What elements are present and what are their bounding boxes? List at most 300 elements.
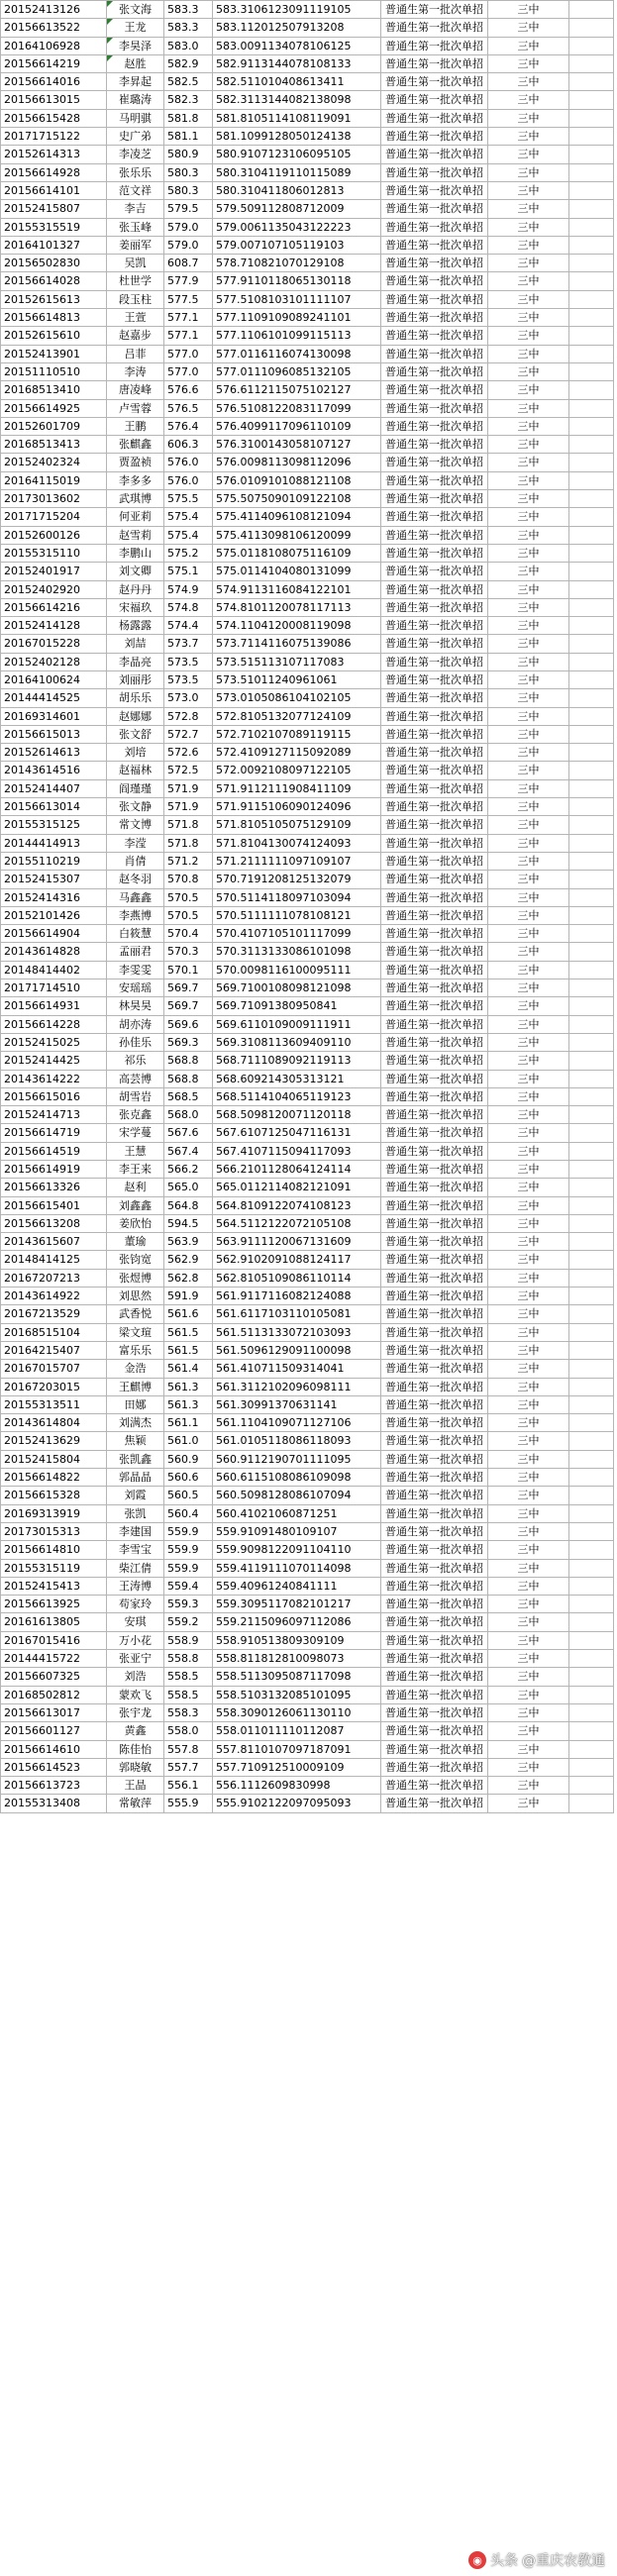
school-cell: 三中	[488, 1631, 569, 1649]
weighted-score-cell: 566.2101128064124114	[213, 1161, 381, 1179]
weighted-score-cell: 575.5075090109122108	[213, 490, 381, 508]
table-row	[1, 1233, 614, 1251]
exam-id-cell: 20164101327	[1, 236, 107, 254]
weighted-score-cell: 571.8104130074124093	[213, 834, 381, 852]
extra-cell	[569, 707, 614, 725]
extra-cell	[569, 362, 614, 380]
table-row	[1, 1070, 614, 1087]
school-cell: 三中	[488, 1378, 569, 1395]
weighted-score-cell: 560.5098128086107094	[213, 1487, 381, 1504]
admission-type-cell: 普通生第一批次单招	[381, 617, 488, 635]
extra-cell	[569, 1631, 614, 1649]
table-row	[1, 1432, 614, 1450]
extra-cell	[569, 906, 614, 924]
exam-id-cell: 20167213529	[1, 1305, 107, 1323]
admission-type-cell: 普通生第一批次单招	[381, 816, 488, 834]
weighted-score-cell: 576.5108122083117099	[213, 399, 381, 417]
score-cell: 565.0	[164, 1179, 213, 1196]
exam-id-cell: 20156614919	[1, 1161, 107, 1179]
table-row	[1, 1414, 614, 1432]
student-name-cell: 赵嘉步	[107, 327, 164, 345]
admission-type-cell: 普通生第一批次单招	[381, 1722, 488, 1740]
exam-id-cell: 20143614804	[1, 1414, 107, 1432]
student-name-cell: 卢雪蓉	[107, 399, 164, 417]
exam-id-cell: 20167015707	[1, 1360, 107, 1378]
score-cell: 555.9	[164, 1795, 213, 1812]
weighted-score-cell: 558.5113095087117098	[213, 1668, 381, 1686]
weighted-score-cell: 580.310411806012813	[213, 181, 381, 199]
table-row	[1, 272, 614, 290]
score-cell: 558.5	[164, 1686, 213, 1703]
weighted-score-cell: 579.0061135043122223	[213, 218, 381, 236]
weighted-score-cell: 580.9107123106095105	[213, 146, 381, 163]
student-name-cell: 赵胜	[107, 54, 164, 72]
student-name-cell: 张煜博	[107, 1269, 164, 1287]
student-name-cell: 李燕博	[107, 906, 164, 924]
student-name-cell: 李涛	[107, 362, 164, 380]
student-name-cell: 王萱	[107, 309, 164, 327]
extra-cell	[569, 1360, 614, 1378]
weighted-score-cell: 561.410711509314041	[213, 1360, 381, 1378]
score-cell: 582.5	[164, 73, 213, 91]
extra-cell	[569, 1378, 614, 1395]
score-cell: 573.7	[164, 635, 213, 653]
weighted-score-cell: 568.5114104065119123	[213, 1087, 381, 1105]
exam-id-cell: 20156615013	[1, 725, 107, 743]
school-cell: 三中	[488, 1668, 569, 1686]
table-row	[1, 1087, 614, 1105]
extra-cell	[569, 236, 614, 254]
student-name-cell: 祁乐	[107, 1052, 164, 1070]
student-name-cell: 李雪宝	[107, 1541, 164, 1559]
table-row	[1, 1613, 614, 1631]
results-table-body	[1, 1, 614, 1813]
student-name-cell: 常文博	[107, 816, 164, 834]
score-cell: 577.1	[164, 327, 213, 345]
admission-type-cell: 普通生第一批次单招	[381, 1214, 488, 1232]
admission-type-cell: 普通生第一批次单招	[381, 236, 488, 254]
exam-id-cell: 20156614216	[1, 598, 107, 616]
score-cell: 561.3	[164, 1378, 213, 1395]
table-row	[1, 1577, 614, 1595]
school-cell: 三中	[488, 163, 569, 181]
school-cell: 三中	[488, 1269, 569, 1287]
exam-id-cell: 20155315519	[1, 218, 107, 236]
weighted-score-cell: 561.9117116082124088	[213, 1288, 381, 1305]
school-cell: 三中	[488, 508, 569, 526]
student-name-cell: 万小花	[107, 1631, 164, 1649]
admission-type-cell: 普通生第一批次单招	[381, 19, 488, 37]
student-name-cell: 胡亦涛	[107, 1015, 164, 1033]
school-cell: 三中	[488, 1179, 569, 1196]
student-name-cell: 张宇龙	[107, 1703, 164, 1721]
extra-cell	[569, 37, 614, 54]
extra-cell	[569, 1124, 614, 1142]
extra-cell	[569, 526, 614, 544]
school-cell: 三中	[488, 218, 569, 236]
admission-type-cell: 普通生第一批次单招	[381, 417, 488, 435]
student-name-cell: 李鹏山	[107, 544, 164, 562]
weighted-score-cell: 571.9112111908411109	[213, 779, 381, 797]
exam-id-cell: 20167015416	[1, 1631, 107, 1649]
weighted-score-cell: 561.1104109071127106	[213, 1414, 381, 1432]
school-cell: 三中	[488, 1070, 569, 1087]
score-cell: 570.5	[164, 906, 213, 924]
student-name-cell: 张文舒	[107, 725, 164, 743]
weighted-score-cell: 561.5113133072103093	[213, 1323, 381, 1341]
extra-cell	[569, 73, 614, 91]
score-cell: 576.0	[164, 454, 213, 471]
table-row	[1, 1504, 614, 1522]
extra-cell	[569, 345, 614, 362]
score-cell: 567.4	[164, 1142, 213, 1160]
weighted-score-cell: 574.8101120078117113	[213, 598, 381, 616]
score-cell: 579.0	[164, 218, 213, 236]
school-cell: 三中	[488, 1305, 569, 1323]
table-row	[1, 1378, 614, 1395]
table-row	[1, 1015, 614, 1033]
exam-id-cell: 20152402324	[1, 454, 107, 471]
score-cell: 569.7	[164, 979, 213, 997]
extra-cell	[569, 508, 614, 526]
score-cell: 573.5	[164, 670, 213, 688]
school-cell: 三中	[488, 1722, 569, 1740]
score-cell: 561.6	[164, 1305, 213, 1323]
score-cell: 608.7	[164, 255, 213, 272]
table-row	[1, 290, 614, 308]
table-row	[1, 1251, 614, 1269]
weighted-score-cell: 575.4113098106120099	[213, 526, 381, 544]
exam-id-cell: 20148414402	[1, 961, 107, 979]
student-name-cell: 林昊昊	[107, 997, 164, 1015]
student-name-cell: 孙佳乐	[107, 1033, 164, 1051]
score-cell: 582.3	[164, 91, 213, 109]
extra-cell	[569, 1740, 614, 1758]
school-cell: 三中	[488, 1541, 569, 1559]
exam-id-cell: 20144414913	[1, 834, 107, 852]
score-cell: 558.0	[164, 1722, 213, 1740]
extra-cell	[569, 436, 614, 454]
score-cell: 564.8	[164, 1196, 213, 1214]
weighted-score-cell: 565.0112114082121091	[213, 1179, 381, 1196]
cell-flag-icon	[107, 1, 113, 7]
table-row	[1, 961, 614, 979]
school-cell: 三中	[488, 1414, 569, 1432]
student-name-cell: 王龙	[107, 19, 164, 37]
school-cell: 三中	[488, 471, 569, 489]
table-row	[1, 580, 614, 598]
score-cell: 559.3	[164, 1596, 213, 1613]
school-cell: 三中	[488, 1740, 569, 1758]
weighted-score-cell: 582.511010408613411	[213, 73, 381, 91]
admission-type-cell: 普通生第一批次单招	[381, 490, 488, 508]
extra-cell	[569, 218, 614, 236]
extra-cell	[569, 1613, 614, 1631]
school-cell: 三中	[488, 943, 569, 961]
score-cell: 582.9	[164, 54, 213, 72]
admission-type-cell: 普通生第一批次单招	[381, 1469, 488, 1487]
admission-type-cell: 普通生第一批次单招	[381, 670, 488, 688]
exam-id-cell: 20156614810	[1, 1541, 107, 1559]
exam-id-cell: 20152414316	[1, 888, 107, 906]
extra-cell	[569, 925, 614, 943]
weighted-score-cell: 558.811812810098073	[213, 1650, 381, 1668]
exam-id-cell: 20156614228	[1, 1015, 107, 1033]
score-cell: 559.9	[164, 1541, 213, 1559]
school-cell: 三中	[488, 109, 569, 127]
student-name-cell: 吕菲	[107, 345, 164, 362]
school-cell: 三中	[488, 454, 569, 471]
table-row	[1, 490, 614, 508]
student-name-cell: 梁文瑄	[107, 1323, 164, 1341]
weighted-score-cell: 572.4109127115092089	[213, 744, 381, 762]
weighted-score-cell: 567.6107125047116131	[213, 1124, 381, 1142]
table-row	[1, 906, 614, 924]
school-cell: 三中	[488, 73, 569, 91]
weighted-score-cell: 575.0114104080131099	[213, 563, 381, 580]
school-cell: 三中	[488, 54, 569, 72]
admission-type-cell: 普通生第一批次单招	[381, 544, 488, 562]
extra-cell	[569, 1196, 614, 1214]
school-cell: 三中	[488, 1758, 569, 1776]
admission-type-cell: 普通生第一批次单招	[381, 163, 488, 181]
student-name-cell: 李吉	[107, 200, 164, 218]
exam-id-cell: 20171715204	[1, 508, 107, 526]
score-cell: 575.5	[164, 490, 213, 508]
admission-type-cell: 普通生第一批次单招	[381, 1432, 488, 1450]
admission-type-cell: 普通生第一批次单招	[381, 580, 488, 598]
table-row	[1, 255, 614, 272]
admission-type-cell: 普通生第一批次单招	[381, 1686, 488, 1703]
table-row	[1, 1124, 614, 1142]
extra-cell	[569, 871, 614, 888]
cell-flag-icon	[107, 19, 113, 25]
table-row	[1, 1269, 614, 1287]
admission-type-cell: 普通生第一批次单招	[381, 744, 488, 762]
score-cell: 559.9	[164, 1522, 213, 1540]
exam-id-cell: 20156615428	[1, 109, 107, 127]
extra-cell	[569, 309, 614, 327]
weighted-score-cell: 572.0092108097122105	[213, 762, 381, 779]
exam-id-cell: 20152414128	[1, 617, 107, 635]
exam-id-cell: 20171715122	[1, 128, 107, 146]
table-row	[1, 563, 614, 580]
toutiao-logo-icon: ◉	[468, 2551, 486, 2569]
school-cell: 三中	[488, 345, 569, 362]
score-cell: 575.2	[164, 544, 213, 562]
weighted-score-cell: 569.6110109009111911	[213, 1015, 381, 1033]
extra-cell	[569, 1305, 614, 1323]
extra-cell	[569, 635, 614, 653]
exam-id-cell: 20152415807	[1, 200, 107, 218]
table-row	[1, 236, 614, 254]
admission-type-cell: 普通生第一批次单招	[381, 1161, 488, 1179]
extra-cell	[569, 146, 614, 163]
table-row	[1, 471, 614, 489]
admission-type-cell: 普通生第一批次单招	[381, 1395, 488, 1413]
score-cell: 572.8	[164, 707, 213, 725]
student-name-cell: 马鑫鑫	[107, 888, 164, 906]
table-row	[1, 37, 614, 54]
student-name-cell: 李雯雯	[107, 961, 164, 979]
table-row	[1, 725, 614, 743]
school-cell: 三中	[488, 979, 569, 997]
table-row	[1, 834, 614, 852]
student-name-cell: 常敏萍	[107, 1795, 164, 1812]
score-cell: 583.0	[164, 37, 213, 54]
exam-id-cell: 20156614523	[1, 1758, 107, 1776]
exam-id-cell: 20152614313	[1, 146, 107, 163]
extra-cell	[569, 454, 614, 471]
table-row	[1, 1323, 614, 1341]
school-cell: 三中	[488, 1395, 569, 1413]
weighted-score-cell: 562.9102091088124117	[213, 1251, 381, 1269]
admission-type-cell: 普通生第一批次单招	[381, 54, 488, 72]
score-cell: 558.3	[164, 1703, 213, 1721]
school-cell: 三中	[488, 1106, 569, 1124]
school-cell: 三中	[488, 290, 569, 308]
weighted-score-cell: 568.7111089092119113	[213, 1052, 381, 1070]
extra-cell	[569, 762, 614, 779]
student-name-cell: 蒙欢飞	[107, 1686, 164, 1703]
table-row	[1, 1033, 614, 1051]
score-cell: 561.5	[164, 1323, 213, 1341]
exam-id-cell: 20173013602	[1, 490, 107, 508]
extra-cell	[569, 1251, 614, 1269]
school-cell: 三中	[488, 1450, 569, 1468]
student-name-cell: 王晶	[107, 1777, 164, 1795]
student-name-cell: 范文祥	[107, 181, 164, 199]
extra-cell	[569, 1142, 614, 1160]
score-cell: 561.5	[164, 1341, 213, 1359]
exam-id-cell: 20156613522	[1, 19, 107, 37]
table-row	[1, 1106, 614, 1124]
student-name-cell: 刘满杰	[107, 1414, 164, 1432]
school-cell: 三中	[488, 563, 569, 580]
weighted-score-cell: 567.4107115094117093	[213, 1142, 381, 1160]
score-cell: 583.3	[164, 1, 213, 19]
weighted-score-cell: 570.5114118097103094	[213, 888, 381, 906]
extra-cell	[569, 1722, 614, 1740]
student-name-cell: 王慧	[107, 1142, 164, 1160]
student-name-cell: 白筱慧	[107, 925, 164, 943]
admission-type-cell: 普通生第一批次单招	[381, 1323, 488, 1341]
score-cell: 580.3	[164, 181, 213, 199]
weighted-score-cell: 577.9110118065130118	[213, 272, 381, 290]
weighted-score-cell: 581.1099128050124138	[213, 128, 381, 146]
score-cell: 569.3	[164, 1033, 213, 1051]
table-row	[1, 943, 614, 961]
exam-id-cell: 20152415804	[1, 1450, 107, 1468]
score-cell: 557.7	[164, 1758, 213, 1776]
admission-type-cell: 普通生第一批次单招	[381, 218, 488, 236]
extra-cell	[569, 109, 614, 127]
extra-cell	[569, 997, 614, 1015]
exam-id-cell: 20156613014	[1, 798, 107, 816]
table-row	[1, 816, 614, 834]
weighted-score-cell: 564.5112122072105108	[213, 1214, 381, 1232]
extra-cell	[569, 1668, 614, 1686]
weighted-score-cell: 559.91091480109107	[213, 1522, 381, 1540]
table-row	[1, 1305, 614, 1323]
weighted-score-cell: 568.5098120071120118	[213, 1106, 381, 1124]
exam-id-cell: 20156614610	[1, 1740, 107, 1758]
school-cell: 三中	[488, 961, 569, 979]
exam-id-cell: 20144415722	[1, 1650, 107, 1668]
table-row	[1, 1395, 614, 1413]
student-name-cell: 刘培	[107, 744, 164, 762]
table-row	[1, 670, 614, 688]
school-cell: 三中	[488, 1214, 569, 1232]
exam-id-cell: 20156614519	[1, 1142, 107, 1160]
extra-cell	[569, 272, 614, 290]
weighted-score-cell: 561.30991370631141	[213, 1395, 381, 1413]
weighted-score-cell: 569.3108113609409110	[213, 1033, 381, 1051]
exam-id-cell: 20167203015	[1, 1378, 107, 1395]
school-cell: 三中	[488, 1504, 569, 1522]
student-name-cell: 金浩	[107, 1360, 164, 1378]
student-name-cell: 武香悦	[107, 1305, 164, 1323]
exam-id-cell: 20152415307	[1, 871, 107, 888]
extra-cell	[569, 816, 614, 834]
score-cell: 575.4	[164, 508, 213, 526]
exam-id-cell: 20156614928	[1, 163, 107, 181]
weighted-score-cell: 561.0105118086118093	[213, 1432, 381, 1450]
exam-id-cell: 20152601709	[1, 417, 107, 435]
student-name-cell: 刘浩	[107, 1668, 164, 1686]
score-cell: 568.5	[164, 1087, 213, 1105]
exam-id-cell: 20152414425	[1, 1052, 107, 1070]
exam-id-cell: 20156614016	[1, 73, 107, 91]
school-cell: 三中	[488, 37, 569, 54]
admission-type-cell: 普通生第一批次单招	[381, 961, 488, 979]
student-name-cell: 张文静	[107, 798, 164, 816]
extra-cell	[569, 598, 614, 616]
student-name-cell: 赵利	[107, 1179, 164, 1196]
exam-id-cell: 20152615610	[1, 327, 107, 345]
exam-id-cell: 20155315125	[1, 816, 107, 834]
table-row	[1, 888, 614, 906]
extra-cell	[569, 544, 614, 562]
admission-type-cell: 普通生第一批次单招	[381, 37, 488, 54]
student-name-cell: 赵雪莉	[107, 526, 164, 544]
table-row	[1, 1795, 614, 1812]
admission-type-cell: 普通生第一批次单招	[381, 1577, 488, 1595]
table-row	[1, 381, 614, 399]
school-cell: 三中	[488, 91, 569, 109]
admission-type-cell: 普通生第一批次单招	[381, 309, 488, 327]
admission-type-cell: 普通生第一批次单招	[381, 399, 488, 417]
weighted-score-cell: 559.9098122091104110	[213, 1541, 381, 1559]
table-row	[1, 744, 614, 762]
admission-type-cell: 普通生第一批次单招	[381, 943, 488, 961]
extra-cell	[569, 54, 614, 72]
extra-cell	[569, 779, 614, 797]
extra-cell	[569, 381, 614, 399]
school-cell: 三中	[488, 236, 569, 254]
score-cell: 576.4	[164, 417, 213, 435]
weighted-score-cell: 576.0109101088121108	[213, 471, 381, 489]
student-name-cell: 安琪	[107, 1613, 164, 1631]
extra-cell	[569, 1087, 614, 1105]
student-name-cell: 王涛博	[107, 1577, 164, 1595]
school-cell: 三中	[488, 1703, 569, 1721]
weighted-score-cell: 560.9112190701111095	[213, 1450, 381, 1468]
admission-type-cell: 普通生第一批次单招	[381, 925, 488, 943]
weighted-score-cell: 557.8110107097187091	[213, 1740, 381, 1758]
admission-type-cell: 普通生第一批次单招	[381, 689, 488, 707]
student-name-cell: 张麒鑫	[107, 436, 164, 454]
